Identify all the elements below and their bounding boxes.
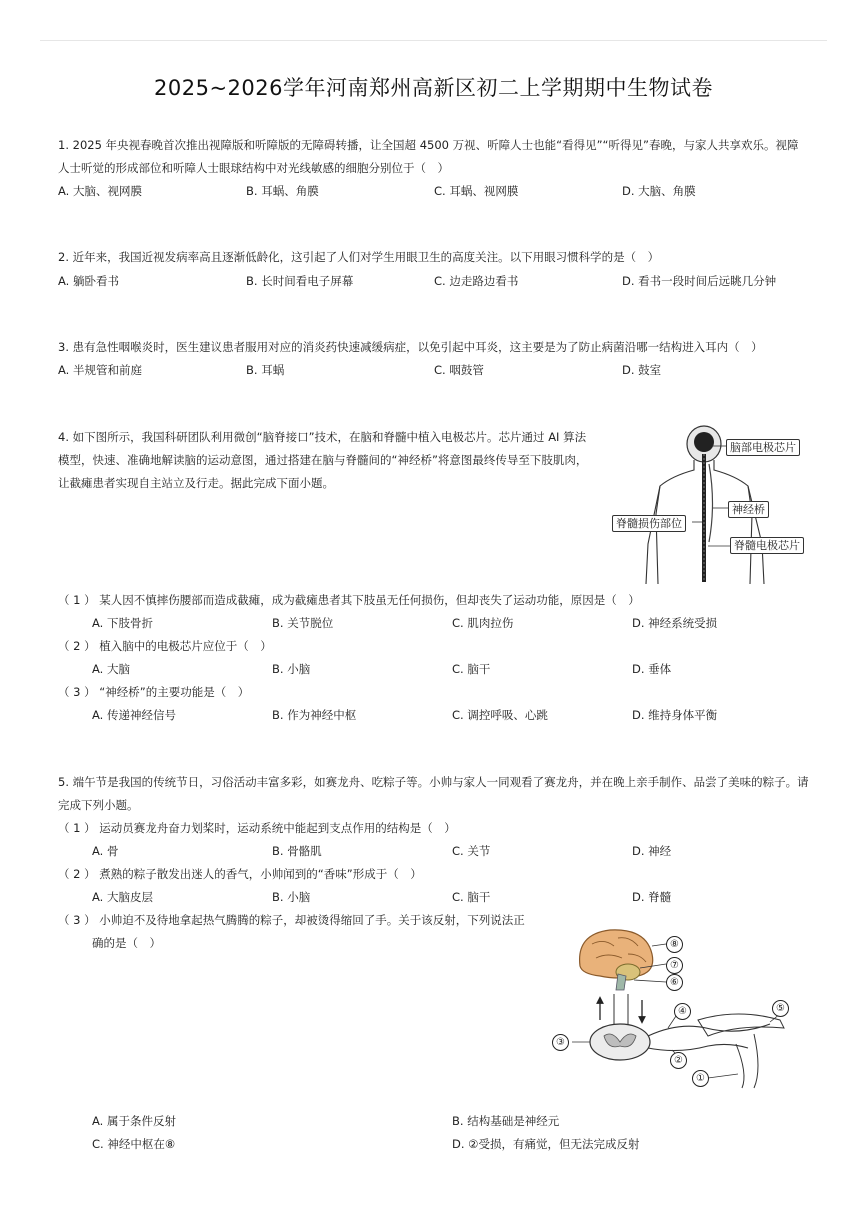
label-6: ⑥ bbox=[666, 974, 683, 991]
q5-sub1-stem: （ 1 ） 运动员赛龙舟奋力划桨时，运动系统中能起到支点作用的结构是（ ） bbox=[58, 821, 456, 835]
q1-option-a[interactable]: A. 大脑、视网膜 bbox=[58, 184, 142, 198]
q2-option-d[interactable]: D. 看书一段时间后远眺几分钟 bbox=[622, 274, 777, 288]
q4-stem-line1: 4. 如下图所示，我国科研团队利用微创“脑脊接口”技术，在脑和脊髓中植入电极芯片。芯片通过 AI 算法 bbox=[58, 430, 587, 444]
q4-sub3-stem: （ 3 ） “神经桥”的主要功能是（ ） bbox=[58, 685, 250, 699]
q4-sub1-stem: （ 1 ） 某人因不慎摔伤腰部而造成截瘫，成为截瘫患者其下肢虽无任何损伤，但却丧失了运动功能，原因是（ ） bbox=[58, 593, 640, 607]
label-spinal-chip: 脊髓电极芯片 bbox=[730, 537, 804, 554]
q5-sub2-option-d[interactable]: D. 脊髓 bbox=[632, 890, 672, 904]
q5-stem-line2: 完成下列小题。 bbox=[58, 798, 139, 812]
label-8: ⑧ bbox=[666, 936, 683, 953]
label-nerve-bridge: 神经桥 bbox=[728, 501, 769, 518]
q4-sub1-option-c[interactable]: C. 肌肉拉伤 bbox=[452, 616, 514, 630]
q4-sub2-stem: （ 2 ） 植入脑中的电极芯片应位于（ ） bbox=[58, 639, 272, 653]
label-5: ⑤ bbox=[772, 1000, 789, 1017]
label-7: ⑦ bbox=[666, 957, 683, 974]
q1-option-d[interactable]: D. 大脑、角膜 bbox=[622, 184, 696, 198]
q5-sub3-option-c[interactable]: C. 神经中枢在⑧ bbox=[92, 1137, 176, 1151]
q4-sub2-option-c[interactable]: C. 脑干 bbox=[452, 662, 491, 676]
q5-sub3-option-b[interactable]: B. 结构基础是神经元 bbox=[452, 1114, 560, 1128]
label-1: ① bbox=[692, 1070, 709, 1087]
q4-sub1-option-a[interactable]: A. 下肢骨折 bbox=[92, 616, 153, 630]
q4-stem-line3: 让截瘫患者实现自主站立及行走。据此完成下面小题。 bbox=[58, 476, 334, 490]
q4-sub3-option-c[interactable]: C. 调控呼吸、心跳 bbox=[452, 708, 548, 722]
q5-sub1-option-d[interactable]: D. 神经 bbox=[632, 844, 672, 858]
q2-stem: 2. 近年来，我国近视发病率高且逐渐低龄化，这引起了人们对学生用眼卫生的高度关注。以下用眼习惯科学的是（ ） bbox=[58, 250, 660, 264]
q1-option-b[interactable]: B. 耳蜗、角膜 bbox=[246, 184, 319, 198]
label-4: ④ bbox=[674, 1003, 691, 1020]
q4-sub1-option-d[interactable]: D. 神经系统受损 bbox=[632, 616, 718, 630]
q5-sub2-option-b[interactable]: B. 小脑 bbox=[272, 890, 311, 904]
q3-option-b[interactable]: B. 耳蜗 bbox=[246, 363, 285, 377]
q3-option-d[interactable]: D. 鼓室 bbox=[622, 363, 662, 377]
q2-option-b[interactable]: B. 长时间看电子屏幕 bbox=[246, 274, 354, 288]
q5-sub1-option-b[interactable]: B. 骨骼肌 bbox=[272, 844, 322, 858]
label-2: ② bbox=[670, 1052, 687, 1069]
q4-stem-line2: 模型，快速、准确地解读脑的运动意图，通过搭建在脑与脊髓间的“神经桥”将意图最终传导至下肢肌肉， bbox=[58, 453, 588, 467]
brain-spine-interface-figure bbox=[612, 424, 812, 584]
q3-option-a[interactable]: A. 半规管和前庭 bbox=[58, 363, 142, 377]
q2-option-c[interactable]: C. 边走路边看书 bbox=[434, 274, 519, 288]
label-brain-chip: 脑部电极芯片 bbox=[726, 439, 800, 456]
reflex-arc-figure bbox=[548, 924, 798, 1092]
q5-sub3-stem: （ 3 ） 小帅迫不及待地拿起热气腾腾的粽子，却被烫得缩回了手。关于该反射，下列说法正 bbox=[58, 913, 525, 927]
q5-stem-line1: 5. 端午节是我国的传统节日，习俗活动丰富多彩，如赛龙舟、吃粽子等。小帅与家人一同观看了赛龙舟，并在晚上亲手制作、品尝了美味的粽子。请 bbox=[58, 775, 809, 789]
q3-option-c[interactable]: C. 咽鼓管 bbox=[434, 363, 484, 377]
q5-sub2-stem: （ 2 ） 煮熟的粽子散发出迷人的香气，小帅闻到的“香味”形成于（ ） bbox=[58, 867, 422, 881]
label-3: ③ bbox=[552, 1034, 569, 1051]
q4-sub3-option-d[interactable]: D. 维持身体平衡 bbox=[632, 708, 718, 722]
q4-sub1-option-b[interactable]: B. 关节脱位 bbox=[272, 616, 334, 630]
q4-sub3-option-a[interactable]: A. 传递神经信号 bbox=[92, 708, 176, 722]
q5-sub3-option-d[interactable]: D. ②受损，有痛觉，但无法完成反射 bbox=[452, 1137, 640, 1151]
q5-sub1-option-a[interactable]: A. 骨 bbox=[92, 844, 119, 858]
q4-sub2-option-a[interactable]: A. 大脑 bbox=[92, 662, 130, 676]
page-title: 2025~2026学年河南郑州高新区初二上学期期中生物试卷 bbox=[154, 76, 713, 100]
label-spinal-injury: 脊髓损伤部位 bbox=[612, 515, 686, 532]
q2-option-a[interactable]: A. 躺卧看书 bbox=[58, 274, 119, 288]
q5-sub1-option-c[interactable]: C. 关节 bbox=[452, 844, 491, 858]
q4-sub2-option-d[interactable]: D. 垂体 bbox=[632, 662, 672, 676]
q1-stem-line1: 1. 2025 年央视春晚首次推出视障版和听障版的无障碍转播，让全国超 4500 万视、听障人士也能“看得见”“听得见”春晚，与家人共享欢乐。视障 bbox=[58, 138, 799, 152]
q3-stem: 3. 患有急性咽喉炎时，医生建议患者服用对应的消炎药快速减缓病症，以免引起中耳炎，这主要是为了防止病菌沿哪一结构进入耳内（ ） bbox=[58, 340, 763, 354]
top-rule bbox=[40, 40, 827, 41]
q1-stem-line2: 人士听觉的形成部位和听障人士眼球结构中对光线敏感的细胞分别位于（ ） bbox=[58, 161, 449, 175]
q5-sub2-option-c[interactable]: C. 脑干 bbox=[452, 890, 491, 904]
q5-sub2-option-a[interactable]: A. 大脑皮层 bbox=[92, 890, 153, 904]
q1-option-c[interactable]: C. 耳蜗、视网膜 bbox=[434, 184, 519, 198]
q5-sub3-option-a[interactable]: A. 属于条件反射 bbox=[92, 1114, 176, 1128]
q5-sub3-stem-line2: 确的是（ ） bbox=[92, 936, 161, 950]
q4-sub3-option-b[interactable]: B. 作为神经中枢 bbox=[272, 708, 357, 722]
q4-sub2-option-b[interactable]: B. 小脑 bbox=[272, 662, 311, 676]
